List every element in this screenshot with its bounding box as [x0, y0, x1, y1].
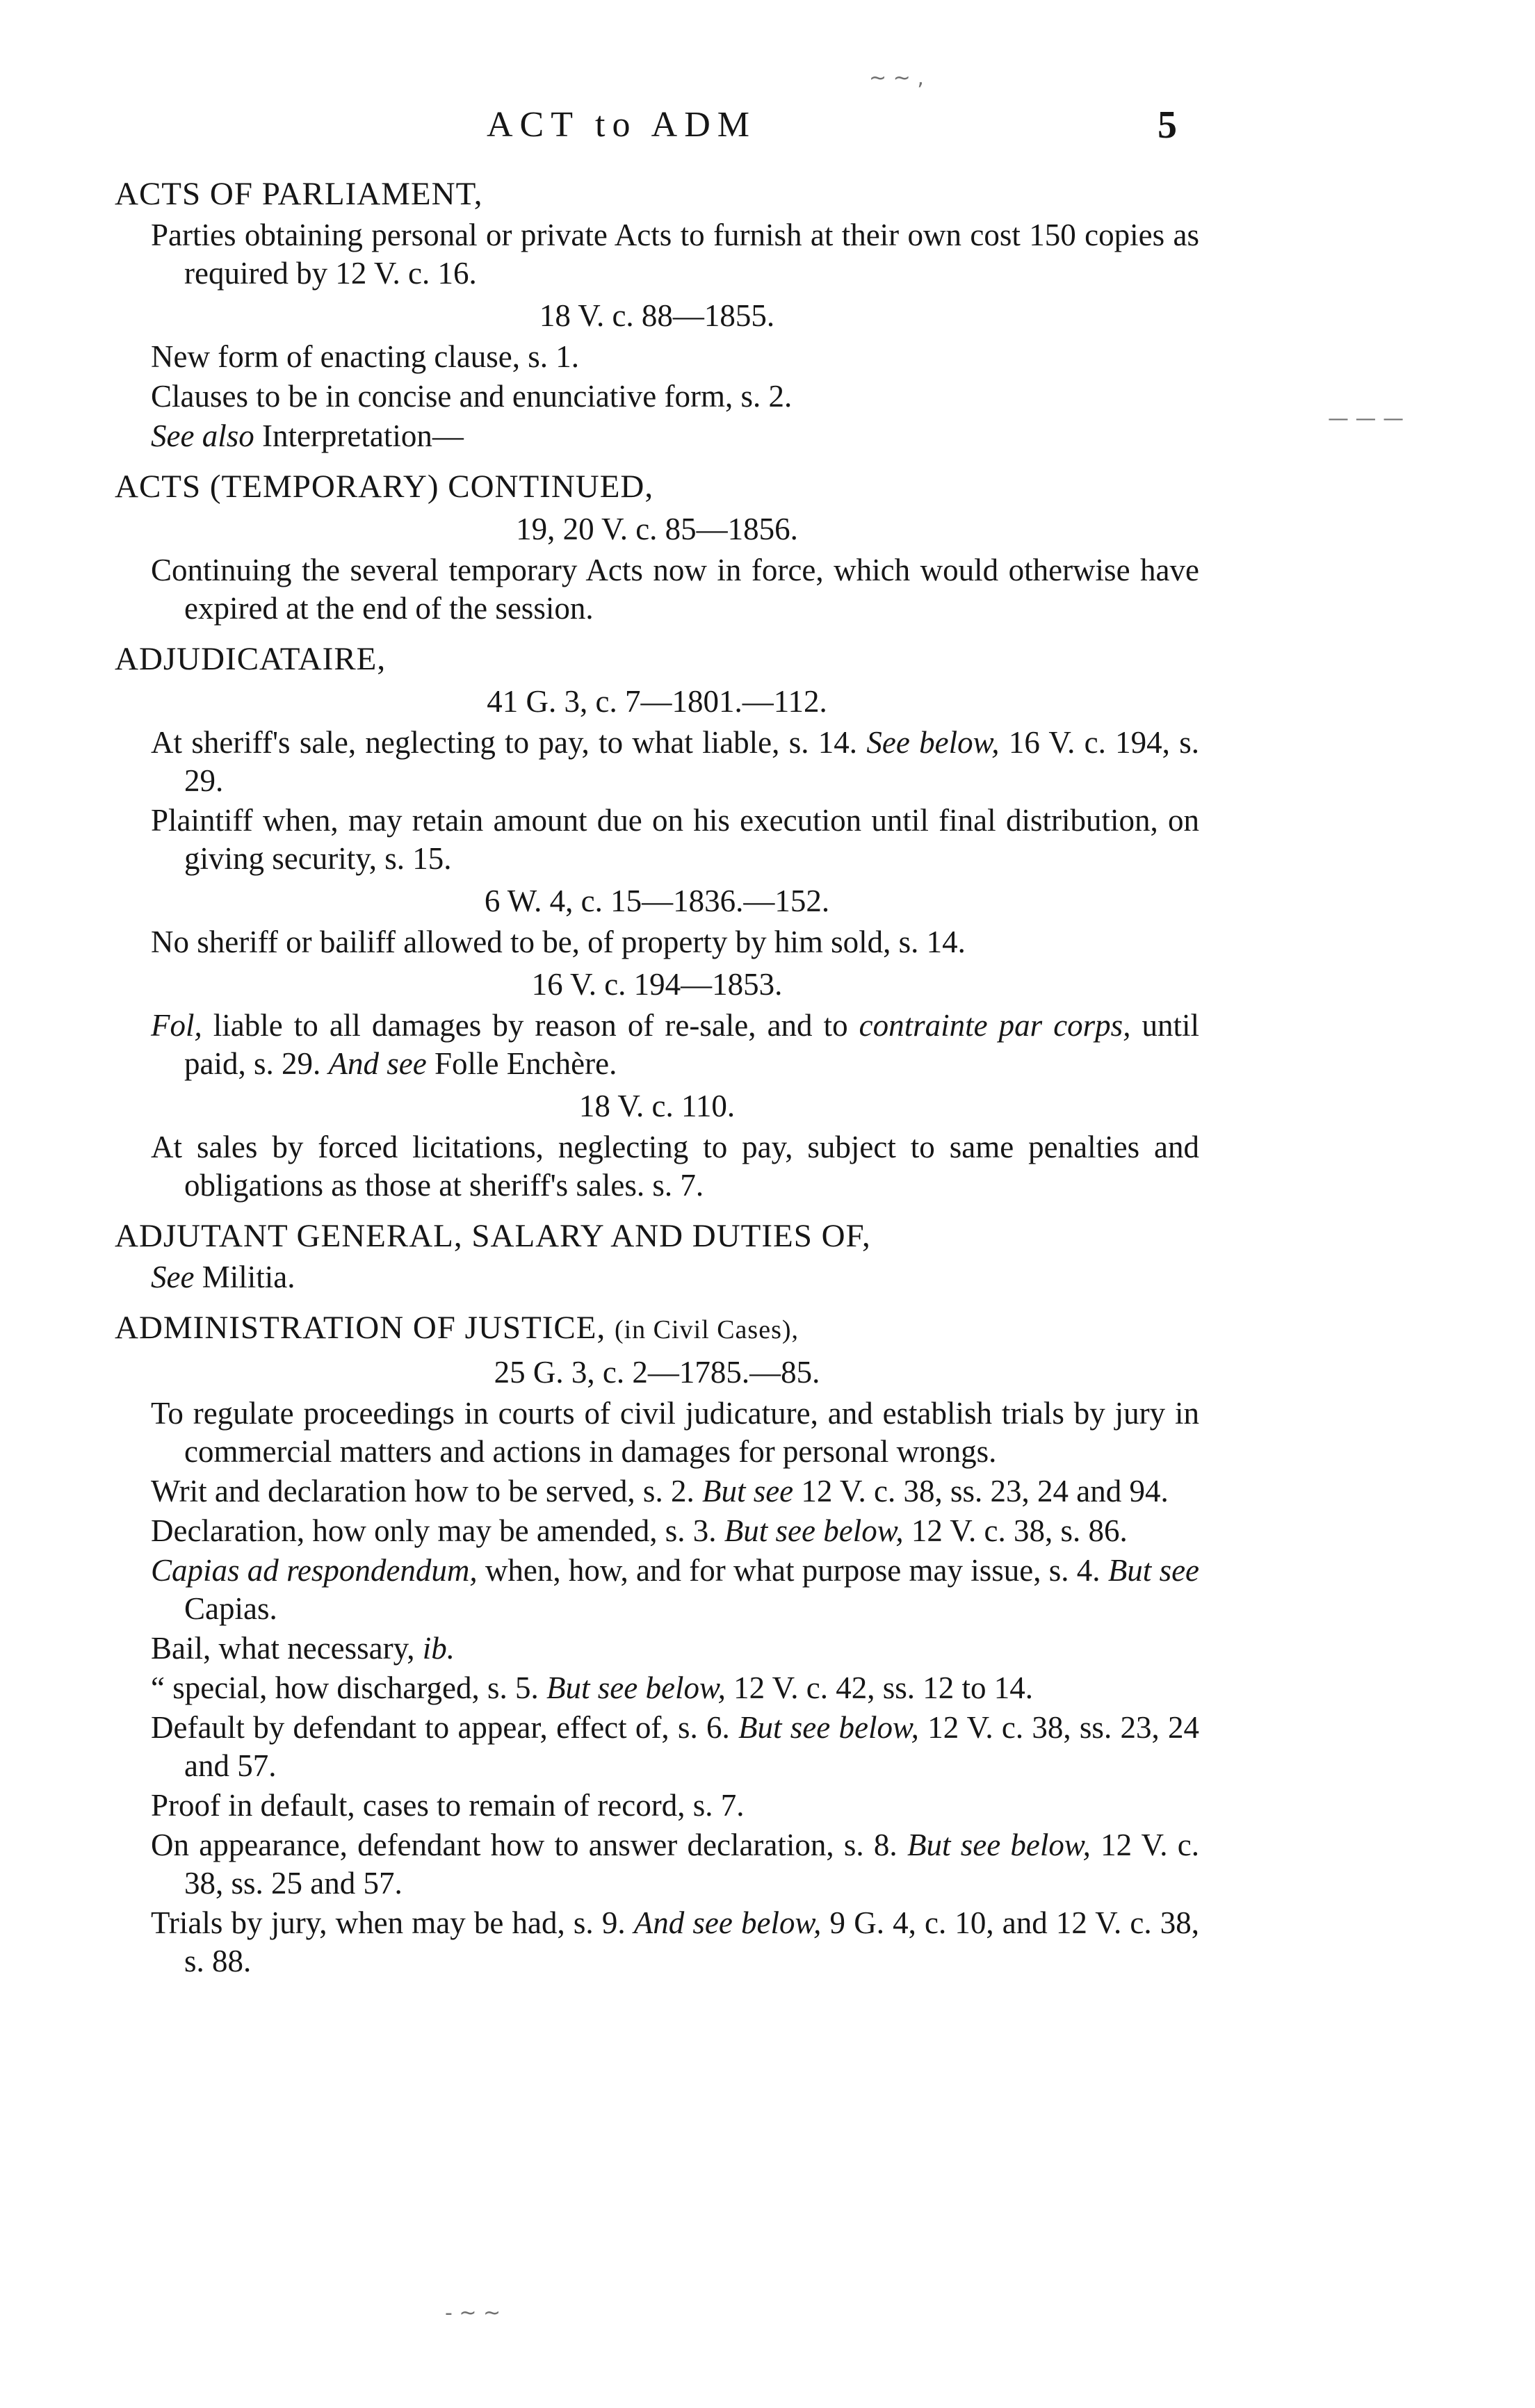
- entry-heading: ACTS OF PARLIAMENT,: [115, 176, 483, 212]
- print-speck: - ~ ~: [445, 2301, 501, 2325]
- entry-item: To regulate proceedings in courts of civil judicature, and establish trials by jury in commercial matters and actions in damages for personal wrongs.: [151, 1396, 1199, 1469]
- see-label: But see below,: [546, 1670, 726, 1705]
- see-also-label: See also: [151, 418, 254, 453]
- index-entry-adjudicataire: [115, 640, 1199, 1205]
- term-italic: Capias ad respondendum,: [151, 1553, 478, 1588]
- page-number: 5: [1158, 104, 1177, 147]
- term-italic: ib.: [422, 1631, 455, 1666]
- entry-item: At sales by forced licitations, neglecting to pay, subject to same penalties and obligations as those at sheriff's sales. s. 7.: [151, 1130, 1199, 1203]
- cross-reference-target: 16 V. c. 194, s. 29.: [184, 725, 1200, 798]
- term-italic: Fol,: [151, 1008, 202, 1043]
- index-entry-acts-of-parliament: [115, 175, 1199, 455]
- entry-item: New form of enacting clause, s. 1.: [151, 339, 580, 374]
- entry-item-text: On appearance, defendant how to answer declaration, s. 8.: [151, 1828, 898, 1862]
- entry-item-text: liable to all damages by reason of re-sale, and to: [213, 1008, 848, 1043]
- entry-item: [115, 724, 1199, 800]
- term-italic: contrainte par corps,: [859, 1008, 1131, 1043]
- see-label: But see below,: [724, 1513, 904, 1548]
- act-reference: 18 V. c. 110.: [578, 1089, 736, 1123]
- entry-item-text: when, how, and for what purpose may issue, s. 4.: [485, 1553, 1101, 1588]
- running-head: [0, 104, 1535, 160]
- see-label: See below,: [866, 725, 1000, 760]
- cross-reference-target: 12 V. c. 38, ss. 23, 24 and 57.: [184, 1710, 1199, 1783]
- entry-item: [115, 1904, 1199, 1980]
- see-label: But see below,: [738, 1710, 919, 1745]
- entry-item: Clauses to be in concise and enunciative form, s. 2.: [151, 379, 793, 414]
- entry-heading: ACTS (TEMPORARY) CONTINUED,: [115, 469, 654, 505]
- entry-item: No sheriff or bailiff allowed to be, of property by him sold, s. 14.: [151, 925, 966, 959]
- entry-heading: [115, 1309, 1199, 1349]
- entry-item-text: At sheriff's sale, neglecting to pay, to what liable, s. 14.: [151, 725, 858, 760]
- entry-item: [115, 1709, 1199, 1785]
- act-reference: 41 G. 3, c. 7—1801.—112.: [487, 684, 827, 719]
- act-reference: 16 V. c. 194—1853.: [531, 967, 783, 1002]
- entry-item-text: Writ and declaration how to be served, s. 2.: [151, 1474, 695, 1508]
- entry-item: [115, 1007, 1199, 1083]
- entry-item-text: Bail, what necessary,: [151, 1631, 415, 1666]
- entry-item: Parties obtaining personal or private Acts to furnish at their own cost 150 copies as required by 12 V. c. 16.: [151, 218, 1199, 291]
- act-reference: 19, 20 V. c. 85—1856.: [516, 512, 798, 546]
- entry-item: Plaintiff when, may retain amount due on his execution until final distribution, on giving security, s. 15.: [151, 803, 1199, 876]
- see-label: But see below,: [907, 1828, 1091, 1862]
- index-content: [115, 175, 1199, 1993]
- entry-heading: ADJUDICATAIRE,: [115, 641, 387, 677]
- running-title: ACT to ADM: [487, 105, 756, 145]
- print-speck: — — —: [1328, 407, 1404, 431]
- entry-item: Continuing the several temporary Acts now in force, which would otherwise have expired at the end of the session.: [151, 553, 1199, 626]
- see-label: But see: [701, 1474, 794, 1508]
- entry-heading-note: (in Civil Cases),: [614, 1315, 799, 1344]
- see-label: And see: [328, 1046, 427, 1081]
- cross-reference-target: 12 V. c. 38, ss. 25 and 57.: [184, 1828, 1199, 1901]
- act-reference: 25 G. 3, c. 2—1785.—85.: [494, 1355, 820, 1390]
- entry-item: [115, 1472, 1199, 1511]
- index-entry-adjutant-general: [115, 1217, 1199, 1296]
- entry-item: [115, 1629, 1199, 1668]
- entry-item-text: Default by defendant to appear, effect of, s. 6.: [151, 1710, 730, 1745]
- entry-item: [115, 1669, 1199, 1707]
- entry-item: [115, 1552, 1199, 1628]
- cross-reference-target: Interpretation—: [261, 418, 464, 453]
- entry-item-text: Declaration, how only may be amended, s. 3.: [151, 1513, 717, 1548]
- cross-reference: [115, 417, 1199, 455]
- entry-item-text: “ special, how discharged, s. 5.: [151, 1670, 539, 1705]
- act-reference: 18 V. c. 88—1855.: [539, 298, 775, 333]
- cross-reference-target: 12 V. c. 38, s. 86.: [911, 1513, 1128, 1548]
- cross-reference: [115, 1258, 1199, 1296]
- entry-heading: ADJUTANT GENERAL, SALARY AND DUTIES OF,: [115, 1218, 871, 1254]
- see-label: See: [151, 1260, 195, 1294]
- cross-reference-target: 9 G. 4, c. 10, and 12 V. c. 38, s. 88.: [184, 1905, 1199, 1978]
- index-entry-acts-temporary-continued: [115, 468, 1199, 628]
- entry-heading-text: ADMINISTRATION OF JUSTICE,: [115, 1310, 606, 1346]
- see-label: And see below,: [633, 1905, 822, 1940]
- entry-item-text: until paid, s. 29.: [184, 1008, 1200, 1081]
- entry-item: [115, 1512, 1199, 1550]
- entry-item: Proof in default, cases to remain of record, s. 7.: [151, 1788, 745, 1823]
- index-entry-administration-of-justice: [115, 1309, 1199, 1980]
- act-reference: 6 W. 4, c. 15—1836.—152.: [484, 884, 830, 918]
- entry-item-text: Trials by jury, when may be had, s. 9.: [151, 1905, 626, 1940]
- cross-reference-target: Folle Enchère.: [434, 1046, 617, 1081]
- print-speck: ~ ~ ,: [869, 66, 924, 90]
- cross-reference-target: 12 V. c. 38, ss. 23, 24 and 94.: [801, 1474, 1169, 1508]
- see-label: But see: [1107, 1553, 1200, 1588]
- cross-reference-target: 12 V. c. 42, ss. 12 to 14.: [733, 1670, 1034, 1705]
- cross-reference-target: Capias.: [184, 1591, 277, 1626]
- cross-reference-target: Militia.: [202, 1260, 295, 1294]
- entry-item: [115, 1826, 1199, 1903]
